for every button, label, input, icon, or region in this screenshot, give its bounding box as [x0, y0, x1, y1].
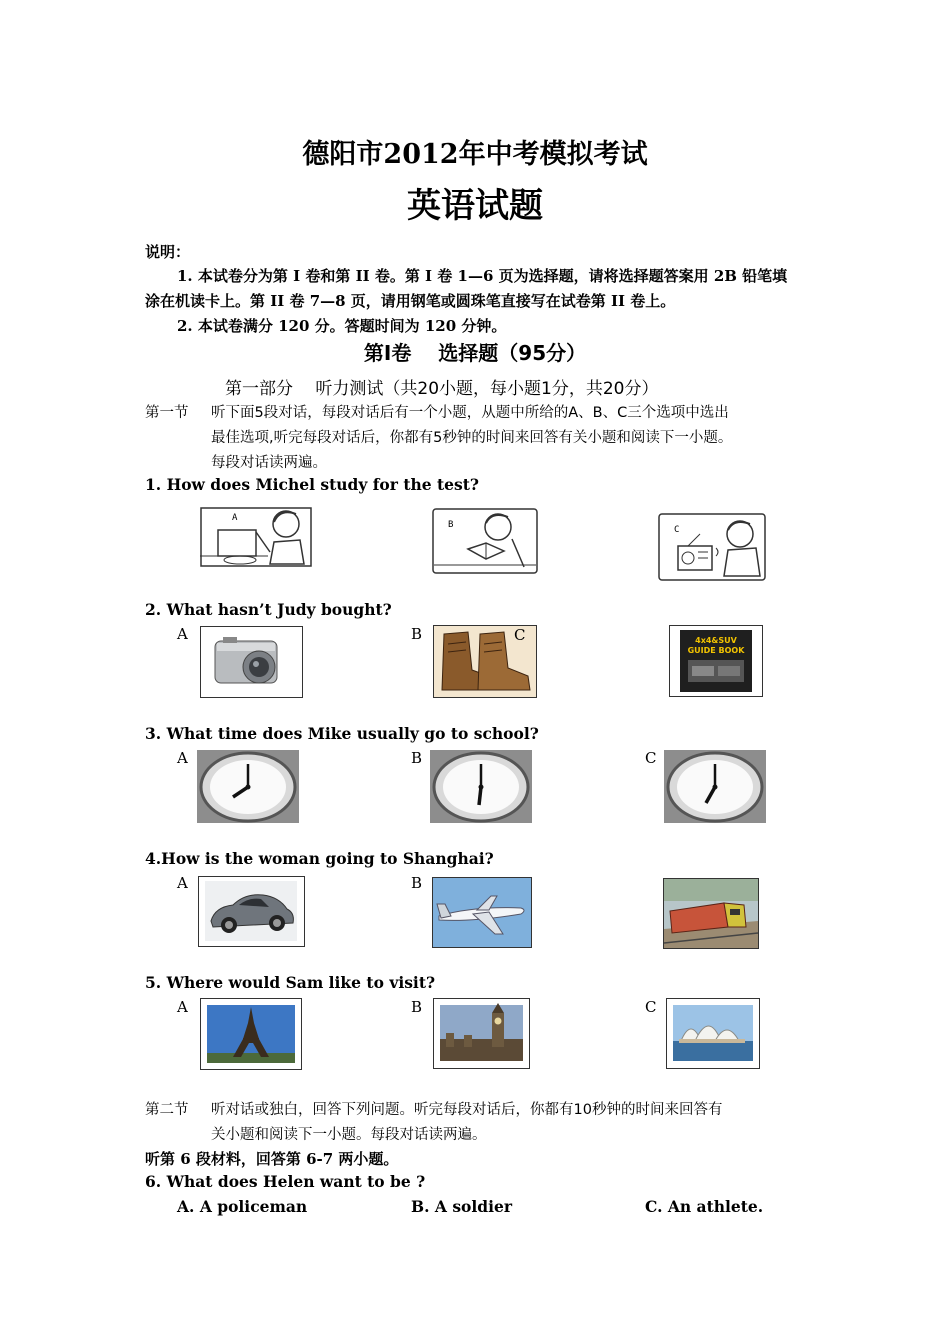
picture-letter-a: A [232, 513, 238, 523]
q2-option-a[interactable]: A [177, 625, 188, 643]
computer-boy-icon[interactable] [200, 502, 314, 570]
q4-option-a[interactable]: A [177, 874, 188, 892]
camera-icon[interactable] [200, 626, 303, 698]
q4-option-b[interactable]: B [411, 874, 423, 892]
train-icon[interactable] [663, 878, 759, 949]
question-3-text: 3. What time does Mike usually go to school? [145, 724, 539, 743]
picture-letter-c: C [674, 525, 680, 535]
section1-label: 第一节 [145, 405, 189, 421]
section1-line-1: 听下面5段对话，每段对话后有一个小题，从题中所给的A、B、C三个选项中选出 [211, 405, 729, 421]
q6-option-a[interactable]: A. A policeman [177, 1197, 308, 1216]
sydney-opera-house-icon[interactable] [666, 998, 760, 1069]
section2-line-1: 听对话或独白，回答下列问题。听完每段对话后，你都有10秒钟的时间来回答有 [211, 1102, 723, 1118]
clock-eight-icon[interactable] [197, 750, 299, 823]
q2-option-c[interactable]: C [514, 626, 526, 644]
volume-title: 第Ⅰ卷 选择题（95分） [363, 341, 587, 365]
reading-boy-icon[interactable] [432, 507, 538, 575]
guide-book-icon[interactable] [669, 625, 763, 697]
clock-six-icon[interactable] [430, 750, 532, 823]
instructions-line-3: 2. 本试卷满分 120 分。答题时间为 120 分钟。 [177, 317, 507, 335]
section1-line-2: 最佳选项,听完每段对话后，你都有5秒钟的时间来回答有关小题和阅读下一小题。 [211, 430, 733, 446]
q5-option-c[interactable]: C [645, 998, 657, 1016]
picture-letter-b: B [448, 520, 454, 530]
eiffel-tower-icon[interactable] [200, 998, 302, 1070]
q2-option-b[interactable]: B [411, 625, 423, 643]
question-2-text: 2. What hasn’t Judy bought? [145, 600, 392, 619]
q3-option-b[interactable]: B [411, 749, 423, 767]
instructions-line-2: 涂在机读卡上。第 II 卷 7—8 页，请用钢笔或圆珠笔直接写在试卷第 II 卷上。 [145, 292, 676, 310]
q5-option-b[interactable]: B [411, 998, 423, 1016]
car-icon[interactable] [198, 876, 305, 947]
airplane-icon[interactable] [432, 877, 532, 948]
book-cover-line-1: 4x4&SUV [695, 636, 737, 645]
section2-label: 第二节 [145, 1102, 189, 1118]
q3-option-a[interactable]: A [177, 749, 188, 767]
question-1-text: 1. How does Michel study for the test? [145, 475, 479, 494]
material-6-instruction: 听第 6 段材料，回答第 6-7 两小题。 [145, 1150, 399, 1168]
big-ben-icon[interactable] [433, 998, 530, 1069]
book-cover-line-2: GUIDE BOOK [687, 646, 745, 655]
question-5-text: 5. Where would Sam like to visit? [145, 973, 436, 992]
boots-icon[interactable] [433, 625, 537, 698]
exam-subtitle: 英语试题 [407, 186, 543, 226]
radio-boy-icon[interactable] [658, 512, 766, 582]
question-6-text: 6. What does Helen want to be ? [145, 1172, 426, 1191]
q3-option-c[interactable]: C [645, 749, 657, 767]
exam-title: 德阳市2012年中考模拟考试 [302, 139, 648, 170]
q6-option-c[interactable]: C. An athlete. [645, 1197, 764, 1216]
section1-line-3: 每段对话读两遍。 [211, 455, 327, 471]
instructions-line-1: 1. 本试卷分为第 I 卷和第 II 卷。第 I 卷 1—6 页为选择题，请将选择题答案用 2B 铅笔填 [177, 267, 788, 285]
part1-title: 第一部分 听力测试（共20小题，每小题1分，共20分） [225, 379, 659, 399]
instructions-label: 说明： [145, 243, 191, 261]
question-4-text: 4.How is the woman going to Shanghai? [145, 849, 494, 868]
clock-seven-icon[interactable] [664, 750, 766, 823]
section2-line-2: 关小题和阅读下一小题。每段对话读两遍。 [211, 1127, 487, 1143]
q5-option-a[interactable]: A [177, 998, 188, 1016]
q6-option-b[interactable]: B. A soldier [411, 1197, 513, 1216]
